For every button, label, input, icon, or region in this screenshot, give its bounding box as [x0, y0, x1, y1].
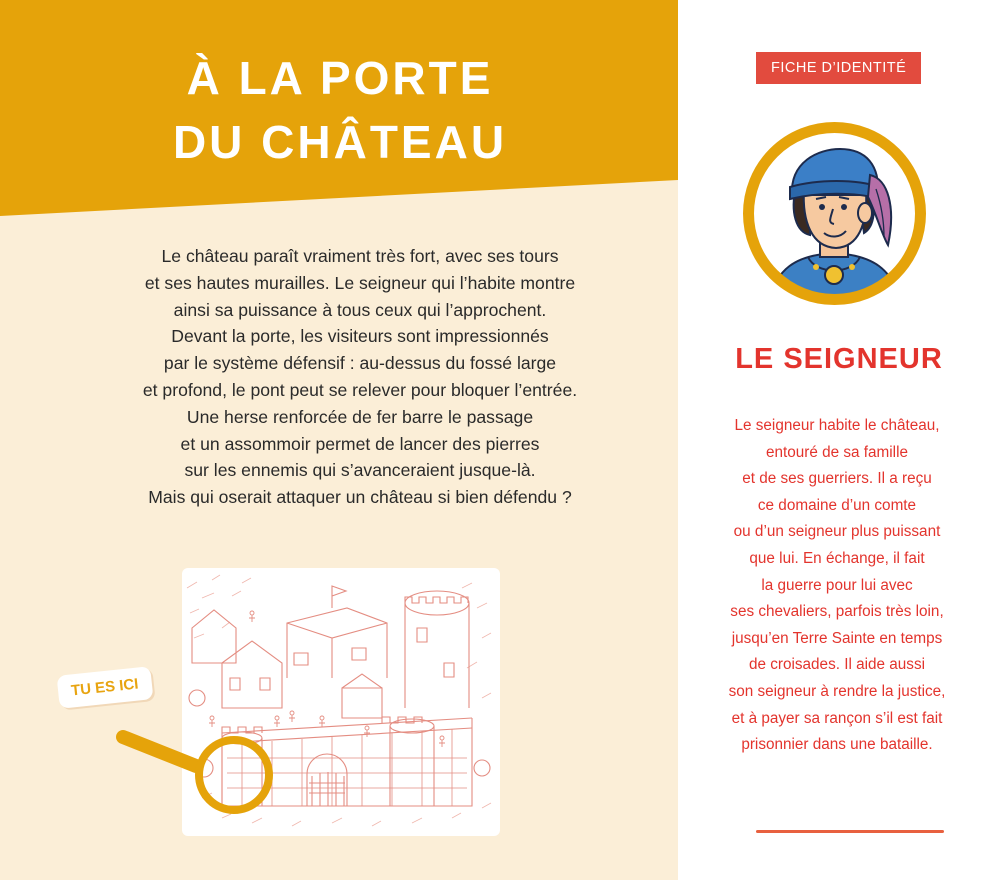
intro-line: sur les ennemis qui s’avanceraient jusque-là.	[184, 460, 536, 481]
id-card-label: FICHE D’IDENTITÉ	[756, 52, 921, 84]
character-line: et à payer sa rançon s’il est fait	[731, 709, 943, 727]
intro-line: et un assommoir permet de lancer des pierres	[180, 433, 540, 454]
character-line: entouré de sa famille	[765, 443, 908, 461]
intro-line: Le château paraît vraiment très fort, avec ses tours	[161, 246, 559, 266]
intro-line: ainsi sa puissance à tous ceux qui l’approchent.	[173, 299, 547, 320]
intro-paragraph	[80, 243, 640, 511]
castle-overview-illustration[interactable]	[182, 568, 500, 836]
character-line: de croisades. Il aide aussi	[748, 656, 925, 674]
intro-line: et ses hautes murailles. Le seigneur qui l’habite montre	[144, 272, 576, 293]
intro-line: par le système défensif : au-dessus du fossé large	[163, 353, 557, 374]
page-title	[60, 46, 620, 174]
intro-line: Une herse renforcée de fer barre le passage	[186, 406, 534, 427]
character-line: et de ses guerriers. Il a reçu	[742, 470, 932, 488]
character-description	[692, 413, 982, 759]
page-title-line-1: À LA PORTE	[186, 52, 494, 104]
character-line: ses chevaliers, parfois très loin,	[730, 603, 944, 621]
character-line: jusqu’en Terre Sainte en temps	[731, 629, 943, 647]
you-are-here-label: TU ES ICI	[57, 666, 153, 709]
lord-portrait-icon	[738, 117, 931, 310]
intro-line: et profond, le pont peut se relever pour bloquer l’entrée.	[142, 379, 578, 400]
character-line: Le seigneur habite le château,	[734, 417, 940, 434]
right-page	[678, 0, 1000, 880]
intro-line: Mais qui oserait attaquer un château si bien défendu ?	[148, 487, 572, 508]
character-line: la guerre pour lui avec	[761, 576, 913, 594]
intro-line: Devant la porte, les visiteurs sont impressionnés	[171, 326, 549, 347]
character-line: ce domaine d’un comte	[757, 496, 917, 514]
page-title-line-2: DU CHÂTEAU	[172, 116, 508, 168]
character-line: ou d’un seigneur plus puissant	[733, 523, 941, 541]
character-name: LE SEIGNEUR	[735, 343, 943, 375]
divider	[756, 830, 944, 833]
character-line: son seigneur à rendre la justice,	[728, 682, 946, 700]
character-line: que lui. En échange, il fait	[749, 549, 925, 567]
character-line: prisonnier dans une bataille.	[741, 736, 933, 754]
